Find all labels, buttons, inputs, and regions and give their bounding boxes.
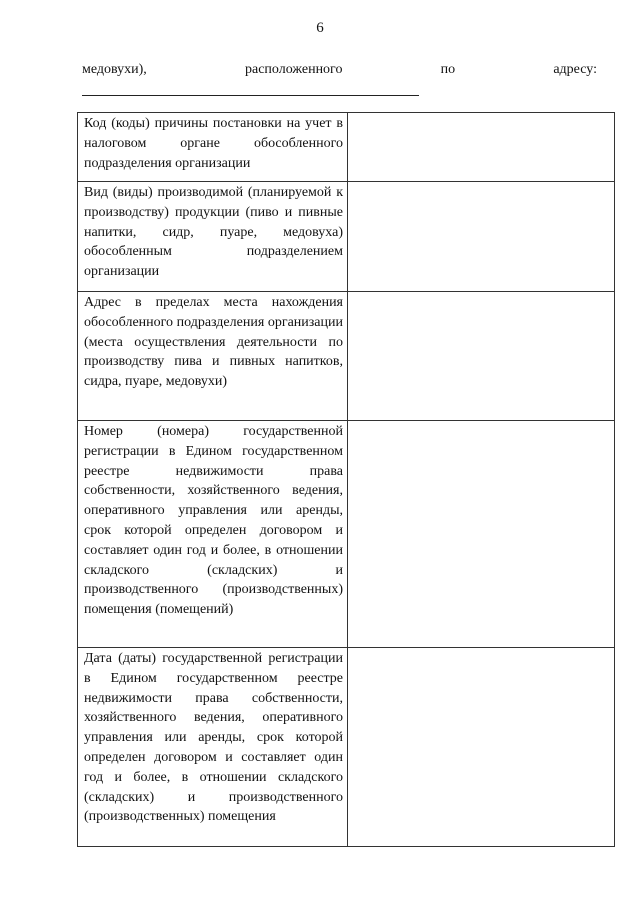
intro-word: по	[440, 62, 456, 77]
row-label-cell	[78, 648, 348, 847]
table-row	[78, 113, 615, 182]
product-type-value-cell[interactable]	[348, 182, 615, 292]
row-label-cell	[78, 421, 348, 648]
registration-number-label: Номер (номера) государственной регистрации в Едином государственном реестре недвижимости права собственности, хозяйственного ведения, оперативного управления или аренды, срок которой определен договором и составляет один год и более, в отношении складского (складских) и производственного (производственных) помещения (помещений)	[84, 424, 343, 618]
row-label-cell	[78, 113, 348, 182]
table-row	[78, 182, 615, 292]
registration-date-value-cell[interactable]	[348, 648, 615, 847]
address-label: Адрес в пределах места нахождения обособленного подразделения организации (места осуществления деятельности по производству пива и пивных напитков, сидра, пуаре, медовухи)	[84, 295, 343, 390]
registration-number-value-cell[interactable]	[348, 421, 615, 648]
address-value-cell[interactable]	[348, 292, 615, 421]
product-type-label: Вид (виды) производимой (планируемой к производству) продукции (пиво и пивные напитки, сидр, пуаре, медовуха) обособленным подразделением организации	[84, 185, 343, 280]
kpp-label: Код (коды) причины постановки на учет в налоговом органе обособленного подразделения организации	[84, 116, 343, 171]
table-row	[78, 421, 615, 648]
registration-date-label: Дата (даты) государственной регистрации в Едином государственном реестре недвижимости права собственности, хозяйственного ведения, оперативного управления или аренды, срок которой определен договором и составляет один год и более, в отношении складского (складских) и производственного (производственных) помещения	[84, 651, 343, 825]
row-label-cell	[78, 182, 348, 292]
kpp-value-cell[interactable]	[348, 113, 615, 182]
row-label-cell	[78, 292, 348, 421]
subdivision-info-table	[77, 112, 615, 847]
intro-word: расположенного	[245, 62, 343, 77]
intro-word: адресу:	[553, 62, 597, 77]
intro-line	[82, 62, 597, 78]
intro-word: медовухи),	[82, 62, 147, 77]
table-row	[78, 648, 615, 847]
page-number: 6	[316, 20, 324, 36]
table-row	[78, 292, 615, 421]
address-blank-line[interactable]	[82, 95, 419, 96]
